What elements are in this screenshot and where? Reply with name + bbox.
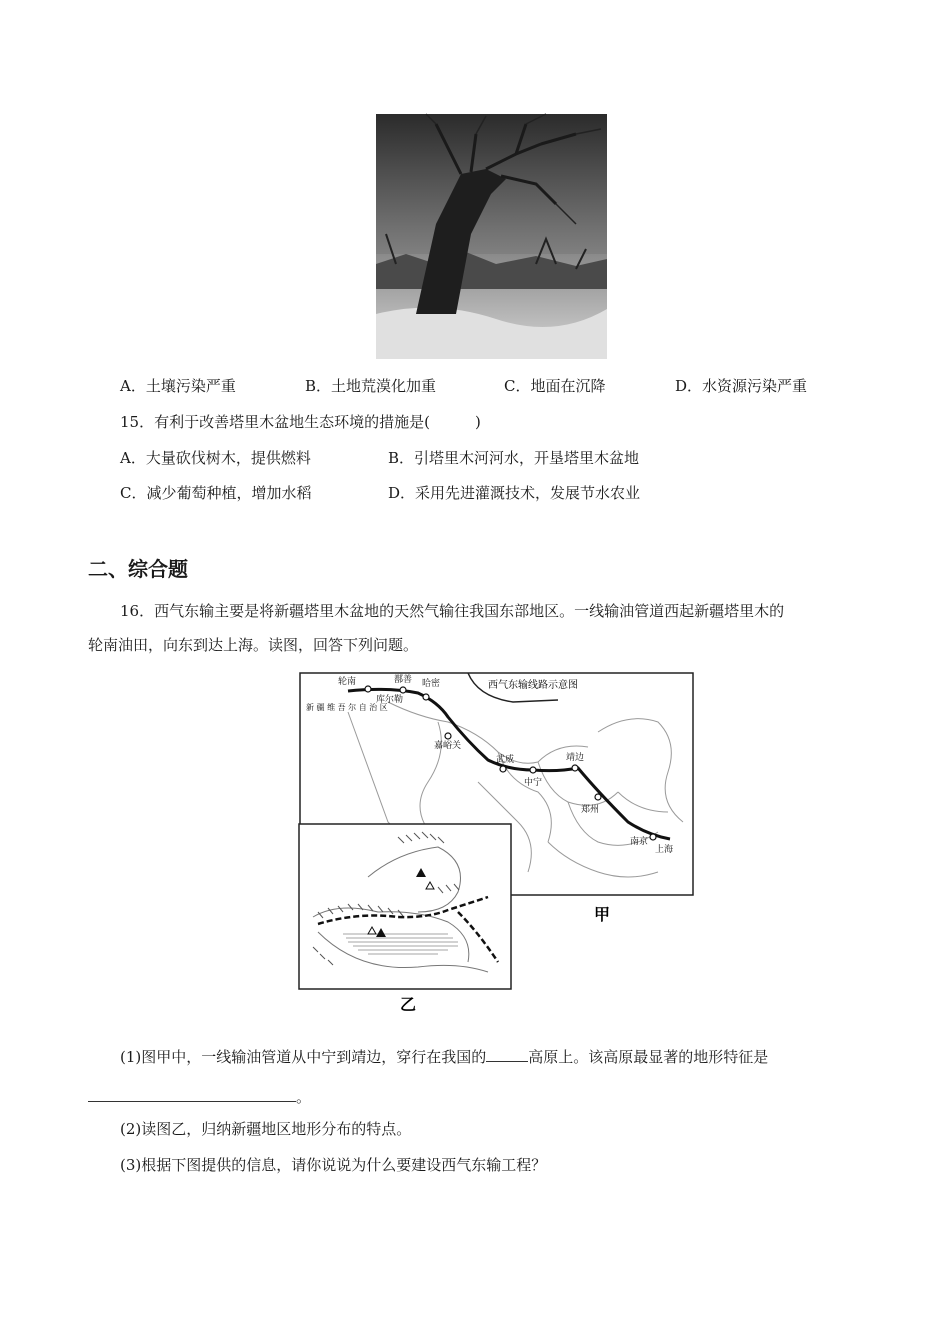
q16-sub1-end: 。 (296, 1088, 312, 1106)
place-jiayuguan: 嘉峪关 (434, 741, 462, 751)
q15-stem: 15．有利于改善塔里木盆地生态环境的措施是( ) (120, 413, 481, 431)
q16-sub1-part-a: (1)图甲中，一线输油管道从中宁到靖边，穿行在我国的 (120, 1048, 487, 1066)
place-hami: 哈密 (422, 679, 441, 689)
q15-option-a: A．大量砍伐树木，提供燃料 (120, 449, 311, 467)
q16-sub2: (2)读图乙，归纳新疆地区地形分布的特点。 (120, 1120, 412, 1138)
q14-option-a: A．土壤污染严重 (120, 377, 236, 395)
section-title: 二、综合题 (88, 557, 188, 581)
q15-option-b: B．引塔里木河河水，开垦塔里木盆地 (388, 449, 640, 467)
place-shanghai: 上海 (655, 845, 674, 855)
q14-option-b: B．土地荒漠化加重 (305, 377, 437, 395)
q16-line1: 16．西气东输主要是将新疆塔里木盆地的天然气输往我国东部地区。一线输油管道西起新疆塔里木的 (120, 602, 785, 620)
place-jingbian: 靖边 (566, 753, 585, 763)
place-lunnan: 轮南 (338, 677, 357, 687)
q15-option-d: D．采用先进灌溉技术，发展节水农业 (388, 484, 641, 502)
place-nanjing: 南京 (630, 837, 649, 847)
place-xinjiang: 新 疆 维 吾 尔 自 治 区 (306, 703, 388, 712)
q14-option-d: D．水资源污染严重 (675, 377, 808, 395)
q16-line2: 轮南油田，向东到达上海。读图，回答下列问题。 (88, 636, 419, 654)
q15-option-c: C．减少葡萄种植，增加水稻 (120, 484, 312, 502)
pipeline-map (298, 672, 694, 1014)
q16-sub3: (3)根据下图提供的信息，请你说说为什么要建设西气东输工程？ (120, 1156, 547, 1174)
q16-sub1 (120, 1040, 768, 1074)
place-korla: 库尔勒 (376, 695, 404, 705)
map-label-jia: 甲 (594, 905, 611, 924)
q14-option-c: C．地面在沉降 (504, 377, 606, 395)
desert-tree-photo (376, 114, 607, 359)
answer-blank-feature[interactable] (88, 1087, 296, 1102)
place-wuwei: 武威 (496, 755, 515, 765)
place-zhongning: 中宁 (524, 778, 543, 788)
map-title: 西气东输线路示意图 (488, 680, 578, 691)
map-label-yi: 乙 (400, 995, 417, 1014)
q16-sub1-line2 (88, 1080, 311, 1114)
q16-sub1-part-b: 高原上。该高原最显著的地形特征是 (528, 1048, 769, 1066)
place-zhengzhou: 郑州 (581, 805, 600, 815)
answer-blank-plateau[interactable] (486, 1047, 528, 1062)
place-shanshan: 鄯善 (394, 675, 413, 685)
